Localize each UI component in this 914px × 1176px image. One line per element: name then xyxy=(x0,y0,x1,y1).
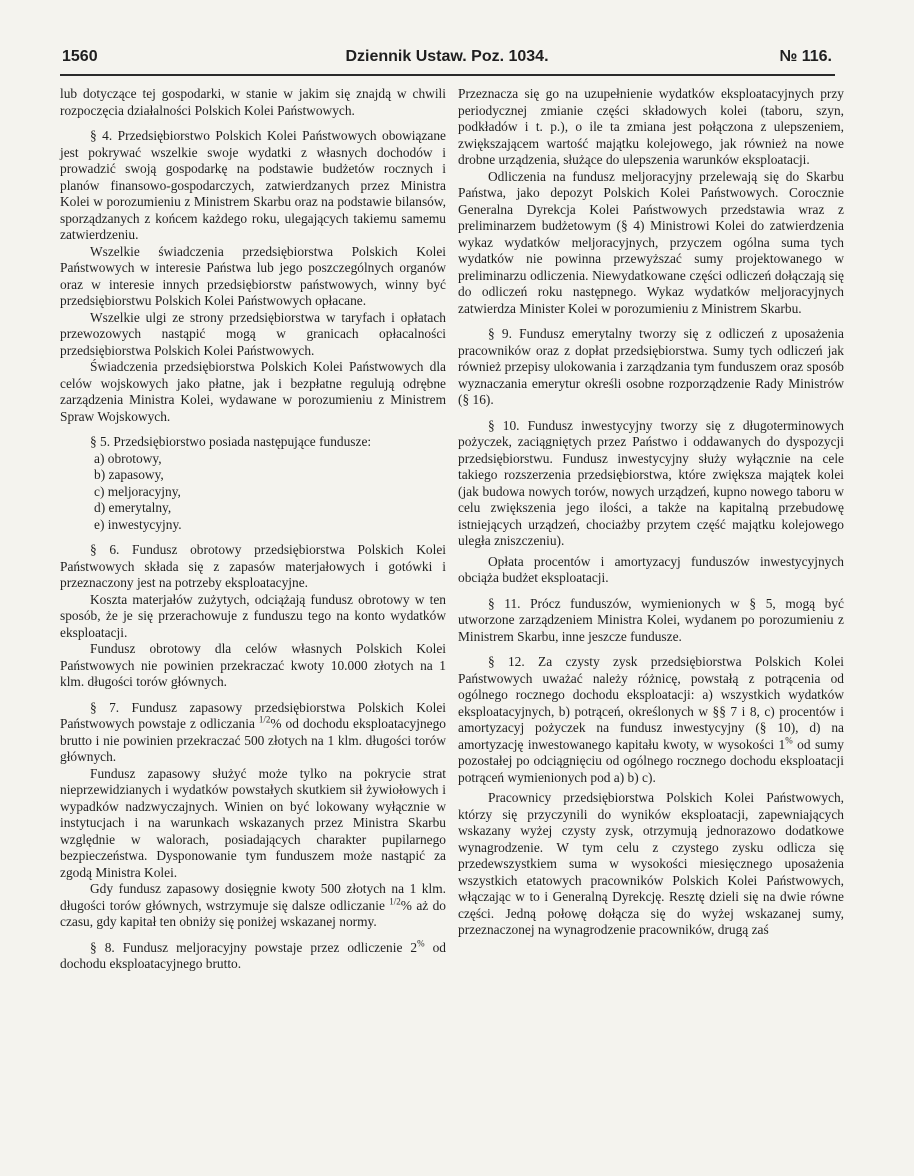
fund-list xyxy=(60,451,446,534)
paragraph: Gdy fundusz zapasowy dosięgnie kwoty 500 złotych na 1 klm. długości torów głównych, wstrzymuje się dalsze odliczanie $^{1/2}$% aż do czasu, gdy kapitał ten obniży się poniżej wskazanej normy. xyxy=(60,881,446,929)
list-item: c) meljoracyjny, xyxy=(94,483,181,499)
section-7: § 7. Fundusz zapasowy przedsiębiorstwa Polskich Kolei Państwowych powstaje z odliczania $^{1/2}$% od dochodu eksploatacyjnego brutto i nie powinien przekraczać 500 złotych na 1 klm. długości torów głównych. xyxy=(60,699,446,764)
paragraph: Pracownicy przedsiębiorstwa Polskich Kolei Państwowych, którzy się przyczynili do wyników eksploatacji, zapewniających wskazany wyżej czysty zysk, otrzymują jednorazowo dodatkowe wynagrodzenie. W tym celu z czystego zysku odlicza się przedewszystkiem suma w wysokości miesięcznego uposażenia wszystkich etatowych pracowników Polskich Kolei Państwowych, włączając w to i Generalną Dyrekcję. Resztę dzieli się na dwie równe części. Jedną połowę dołącza się do wyżej wskazanej sumy, przeznaczonej na wynagrodzenie pracowników, drugą zaś xyxy=(458,790,844,937)
section-6: § 6. Fundusz obrotowy przedsiębiorstwa Polskich Kolei Państwowych składa się z zapasów materjałowych i gotówki i przeznaczony jest na potrzeby eksploatacyjne. xyxy=(60,542,446,590)
list-item: a) obrotowy, xyxy=(94,450,162,466)
issue-number: № 116. xyxy=(779,48,832,65)
section-9: § 9. Fundusz emerytalny tworzy się z odliczeń z uposażenia pracowników oraz z dopłat przedsiębiorstwa. Sumy tych odliczeń jak również przepisy ulokowania i zarządzania tym funduszem oraz sposób wyznaczania emerytur określi osobne rozporządzenie Rady Ministrów (§ 16). xyxy=(458,326,844,407)
paragraph: Wszelkie ulgi ze strony przedsiębiorstwa w taryfach i opłatach przewozowych nastąpić mogą w granicach opłacalności przedsiębiorstwa Polskich Kolei Państwowych. xyxy=(60,309,446,358)
page-header xyxy=(62,48,832,72)
header-rule xyxy=(60,74,835,76)
section-11: § 11. Prócz funduszów, wymienionych w § 5, mogą być utworzone zarządzeniem Ministra Kolei, wydanem po porozumieniu z Ministrem Skarbu, inne jeszcze fundusze. xyxy=(458,595,844,644)
list-item: b) zapasowy, xyxy=(94,467,164,482)
list-item: e) inwestycyjny. xyxy=(94,516,182,532)
section-12: § 12. Za czysty zysk przedsiębiorstwa Polskich Kolei Państwowych uważać należy różnicę, powstałą z potrącenia od ogólnego rocznego dochodu eksploatacji: a) wszystkich wydatków eksploatacyjnych, b) potrąceń, określonych w §§ 7 i 8, c) procentów i amortyzacyj pożyczek na fundusz inwestycyjny (§ 10), d) na amortyzację inwestowanego kapitału kwoty, w wysokości 1% od sumy pozostałej po odciągnięciu od ogólnego rocznego dochodu eksploatacji potrąceń wymienionych pod a) b) c). xyxy=(458,654,844,785)
paragraph: Koszta materjałów zużytych, odciążają fundusz obrotowy w ten sposób, że je się przerachowuje z funduszu tego na konto wydatków eksploatacji. xyxy=(60,591,446,640)
fraction: 1/2 xyxy=(258,714,271,725)
paragraph: Przeznacza się go na uzupełnienie wydatków eksploatacyjnych przy periodycznej zmianie części składowych kolei (taboru, szyn, podkładów i t. p.), o ile ta zmiana jest połączona z ulepszeniem, zwiększającem wartość majątku kolejowego, jak również na nowe drobne urządzenia, służące do ulepszenia warunków eksploatacji. xyxy=(458,86,844,167)
paragraph: Odliczenia na fundusz meljoracyjny przelewają się do Skarbu Państwa, jako depozyt Polskich Kolei Państwowych. Corocznie Generalna Dyrekcja Kolei Państwowych przedstawia wraz z preliminarzem budżetowym (§ 4) Ministrowi Kolei do zatwierdzenia wykaz wydatków meljoracyjnych, przyczem ogólna suma tych wydatków nie powinna przewyższać sumy projektowanego w preliminarzu odliczenia. Niewydatkowane części odliczeń dołączają się do odliczeń roku następnego. Wykaz wydatków meljoracyjnych zatwierdza Minister Kolei w porozumieniu z Ministrem Skarbu. xyxy=(458,168,844,316)
paragraph: Fundusz obrotowy dla celów własnych Polskich Kolei Państwowych nie powinien przekraczać kwoty 10.000 złotych na 1 klm. długości torów głównych. xyxy=(60,641,446,689)
list-item: d) emerytalny, xyxy=(94,500,172,515)
left-column xyxy=(60,86,446,973)
journal-title: Dziennik Ustaw. Poz. 1034. xyxy=(345,48,549,65)
percent-sign: % xyxy=(417,938,425,949)
paragraph: Fundusz zapasowy służyć może tylko na pokrycie strat nieprzewidzianych i wydatków powstałych skutkiem sił żywiołowych i wypadków nadzwyczajnych. Winien on być lokowany wyłącznie w instytucjach i na warunkach wskazanych przez Ministra Skarbu względnie w walorach, posiadających charakter pupilarnego bezpieczeństwa. Dysponowanie tym funduszem może nastąpić za zgodą Ministra Kolei. xyxy=(60,765,446,880)
section-8: § 8. Fundusz meljoracyjny powstaje przez odliczenie 2% od dochodu eksploatacyjnego brutto. xyxy=(60,938,446,971)
section-10: § 10. Fundusz inwestycyjny tworzy się z długoterminowych pożyczek, zaciągniętych przez Państwo i oddawanych do dyspozycji przedsiębiorstwu. Fundusz inwestycyjny służy wyłącznie na cele takiego rozszerzenia przedsiębiorstwa, które zwiększa majątek kolei (jak budowa nowych torów, nowych urządzeń, kupno nowego taboru w celu zwiększenia jego ilości, a także na kapitalną przebudowę istniejących urządzeń, chociażby przytem część majątku kolejowego uległa zniszczeniu). xyxy=(458,417,844,548)
right-column xyxy=(458,86,844,939)
paragraph: lub dotyczące tej gospodarki, w stanie w jakim się znajdą w chwili rozpoczęcia działalności Polskich Kolei Państwowych. xyxy=(60,86,446,118)
percent-sign: % xyxy=(785,735,793,746)
section-4: § 4. Przedsiębiorstwo Polskich Kolei Państwowych obowiązane jest pokrywać wszelkie swoje wydatki z własnych dochodów i prowadzić swoją gospodarkę na podstawie budżetów rocznych i planów finansowo-gospodarczych, zatwierdzanych przez Ministra Kolei w porozumieniu z Ministrem Skarbu oraz na podstawie bilansów, sporządzanych z końcem każdego roku, ulegających takiemu samemu zatwierdzeniu. xyxy=(60,128,446,242)
section-5: § 5. Przedsiębiorstwo posiada następujące fundusze: xyxy=(90,434,372,449)
page-number: 1560 xyxy=(62,48,98,65)
paragraph: Świadczenia przedsiębiorstwa Polskich Kolei Państwowych dla celów wojskowych jako płatne, jak i bezpłatne regulują odrębne zarządzenia Ministra Kolei, wydawane w porozumieniu z Ministrem Spraw Wojskowych. xyxy=(60,359,446,424)
fraction: 1/2 xyxy=(389,896,401,907)
paragraph: Wszelkie świadczenia przedsiębiorstwa Polskich Kolei Państwowych w interesie Państwa lub jego poszczególnych organów oraz w interesie innych przedsiębiorstw państwowych, winny być przedsiębiorstwu Polskich Kolei Państwowych opłacane. xyxy=(60,243,446,308)
paragraph: Opłata procentów i amortyzacyj funduszów inwestycyjnych obciąża budżet eksploatacji. xyxy=(458,553,844,585)
